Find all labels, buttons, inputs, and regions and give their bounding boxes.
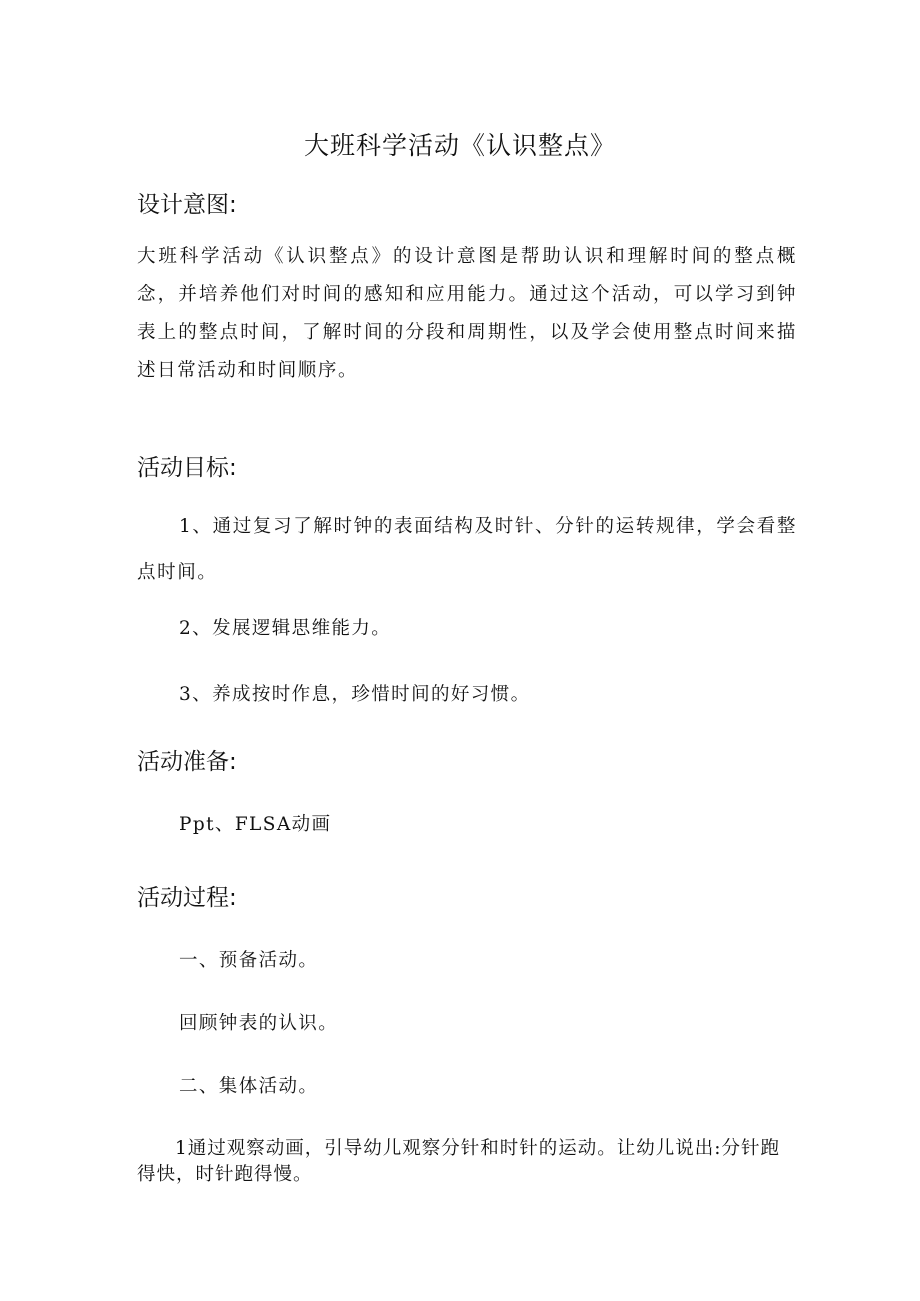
goal-item-3: 3、养成按时作息，珍惜时间的好习惯。 [179,684,531,705]
design-paragraph: 大班科学活动《认识整点》的设计意图是帮助认识和理解时间的整点概念，并培养他们对时间的感知和应用能力。通过这个活动，可以学习到钟表上的整点时间，了解时间的分段和周期性，以及学会使用整点时间来描述日常活动和时间顺序。 [137,246,797,381]
goal-item-1: 1、通过复习了解时钟的表面结构及时针、分针的运转规律，学会看整点时间。 [137,516,797,583]
process-step-3: 二、集体活动。 [179,1076,319,1097]
document-title: 大班科学活动《认识整点》 [303,131,616,160]
process-step-1: 一、预备活动。 [179,950,319,971]
section-heading-goals: 活动目标: [137,455,237,481]
process-step-4: 1通过观察动画，引导幼儿观察分针和时针的运动。让幼儿说出:分针跑得快，时针跑得慢。 [137,1138,781,1185]
process-step-2: 回顾钟表的认识。 [179,1013,339,1034]
prep-materials: Ppt、FLSA动画 [179,814,332,835]
section-heading-design: 设计意图: [137,192,237,218]
goal-item-2: 2、发展逻辑思维能力。 [179,618,392,639]
section-heading-process: 活动过程: [137,885,237,911]
section-heading-prep: 活动准备: [137,749,237,775]
